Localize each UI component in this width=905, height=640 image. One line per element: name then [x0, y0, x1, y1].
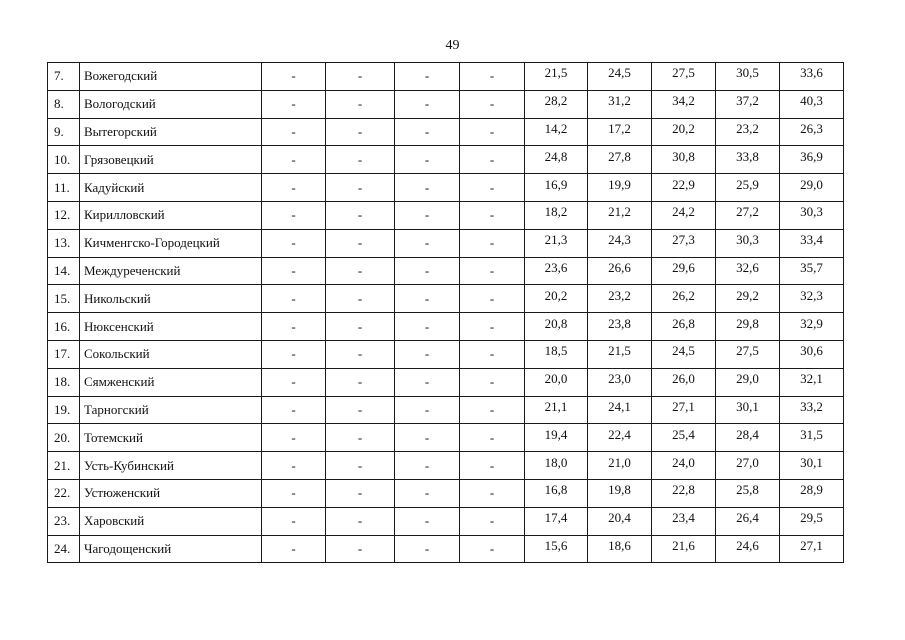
empty-value-cell: - [262, 257, 326, 285]
empty-value-cell: - [262, 174, 326, 202]
value-cell: 20,4 [588, 507, 652, 535]
value-cell: 26,2 [652, 285, 716, 313]
empty-value-cell: - [262, 452, 326, 480]
empty-value-cell: - [395, 146, 460, 174]
empty-value-cell: - [262, 313, 326, 341]
table-row [48, 479, 844, 507]
empty-value-cell: - [395, 340, 460, 368]
empty-value-cell: - [460, 229, 525, 257]
value-cell: 25,9 [716, 174, 780, 202]
value-cell: 18,5 [525, 340, 588, 368]
value-cell: 25,4 [652, 424, 716, 452]
district-name: Сямженский [80, 368, 262, 396]
empty-value-cell: - [326, 90, 395, 118]
value-cell: 28,2 [525, 90, 588, 118]
row-number: 22. [48, 479, 80, 507]
value-cell: 27,3 [652, 229, 716, 257]
empty-value-cell: - [460, 118, 525, 146]
value-cell: 27,8 [588, 146, 652, 174]
empty-value-cell: - [460, 146, 525, 174]
value-cell: 32,3 [780, 285, 844, 313]
table-row [48, 118, 844, 146]
value-cell: 17,4 [525, 507, 588, 535]
district-name: Никольский [80, 285, 262, 313]
value-cell: 21,6 [652, 535, 716, 563]
value-cell: 24,6 [716, 535, 780, 563]
row-number: 15. [48, 285, 80, 313]
value-cell: 31,5 [780, 424, 844, 452]
value-cell: 37,2 [716, 90, 780, 118]
district-name: Кадуйский [80, 174, 262, 202]
value-cell: 18,2 [525, 201, 588, 229]
empty-value-cell: - [395, 479, 460, 507]
table-row [48, 229, 844, 257]
empty-value-cell: - [326, 285, 395, 313]
value-cell: 19,8 [588, 479, 652, 507]
table-row [48, 340, 844, 368]
empty-value-cell: - [262, 396, 326, 424]
empty-value-cell: - [262, 118, 326, 146]
value-cell: 27,5 [716, 340, 780, 368]
empty-value-cell: - [326, 424, 395, 452]
value-cell: 21,5 [525, 63, 588, 91]
value-cell: 28,4 [716, 424, 780, 452]
empty-value-cell: - [460, 368, 525, 396]
empty-value-cell: - [460, 63, 525, 91]
district-name: Усть-Кубинский [80, 452, 262, 480]
row-number: 24. [48, 535, 80, 563]
empty-value-cell: - [262, 63, 326, 91]
district-name: Вологодский [80, 90, 262, 118]
value-cell: 31,2 [588, 90, 652, 118]
value-cell: 26,3 [780, 118, 844, 146]
empty-value-cell: - [460, 201, 525, 229]
table-row [48, 452, 844, 480]
value-cell: 33,2 [780, 396, 844, 424]
value-cell: 35,7 [780, 257, 844, 285]
empty-value-cell: - [460, 313, 525, 341]
district-name: Устюженский [80, 479, 262, 507]
empty-value-cell: - [326, 146, 395, 174]
table-row [48, 201, 844, 229]
empty-value-cell: - [395, 201, 460, 229]
value-cell: 29,0 [780, 174, 844, 202]
row-number: 13. [48, 229, 80, 257]
district-name: Тарногский [80, 396, 262, 424]
empty-value-cell: - [262, 201, 326, 229]
empty-value-cell: - [326, 452, 395, 480]
value-cell: 22,9 [652, 174, 716, 202]
empty-value-cell: - [395, 313, 460, 341]
row-number: 10. [48, 146, 80, 174]
empty-value-cell: - [395, 452, 460, 480]
value-cell: 24,0 [652, 452, 716, 480]
table-row [48, 146, 844, 174]
empty-value-cell: - [395, 396, 460, 424]
empty-value-cell: - [460, 396, 525, 424]
value-cell: 33,6 [780, 63, 844, 91]
value-cell: 24,1 [588, 396, 652, 424]
row-number: 7. [48, 63, 80, 91]
row-number: 12. [48, 201, 80, 229]
value-cell: 33,8 [716, 146, 780, 174]
district-name: Кичменгско-Городецкий [80, 229, 262, 257]
value-cell: 36,9 [780, 146, 844, 174]
empty-value-cell: - [262, 340, 326, 368]
empty-value-cell: - [326, 396, 395, 424]
value-cell: 27,1 [780, 535, 844, 563]
empty-value-cell: - [395, 90, 460, 118]
value-cell: 23,6 [525, 257, 588, 285]
empty-value-cell: - [395, 285, 460, 313]
row-number: 11. [48, 174, 80, 202]
value-cell: 32,1 [780, 368, 844, 396]
value-cell: 19,9 [588, 174, 652, 202]
empty-value-cell: - [395, 424, 460, 452]
table-row [48, 313, 844, 341]
table-body [48, 63, 844, 563]
value-cell: 23,2 [716, 118, 780, 146]
value-cell: 24,5 [588, 63, 652, 91]
value-cell: 21,0 [588, 452, 652, 480]
value-cell: 25,8 [716, 479, 780, 507]
value-cell: 24,5 [652, 340, 716, 368]
row-number: 8. [48, 90, 80, 118]
value-cell: 24,8 [525, 146, 588, 174]
value-cell: 33,4 [780, 229, 844, 257]
value-cell: 28,9 [780, 479, 844, 507]
district-name: Вытегорский [80, 118, 262, 146]
value-cell: 32,6 [716, 257, 780, 285]
row-number: 17. [48, 340, 80, 368]
value-cell: 30,1 [780, 452, 844, 480]
value-cell: 21,5 [588, 340, 652, 368]
value-cell: 29,2 [716, 285, 780, 313]
district-name: Междуреченский [80, 257, 262, 285]
value-cell: 23,2 [588, 285, 652, 313]
value-cell: 21,3 [525, 229, 588, 257]
row-number: 21. [48, 452, 80, 480]
row-number: 9. [48, 118, 80, 146]
empty-value-cell: - [262, 368, 326, 396]
table-row [48, 396, 844, 424]
empty-value-cell: - [395, 507, 460, 535]
table-row [48, 257, 844, 285]
value-cell: 32,9 [780, 313, 844, 341]
value-cell: 16,8 [525, 479, 588, 507]
value-cell: 16,9 [525, 174, 588, 202]
row-number: 18. [48, 368, 80, 396]
district-name: Тотемский [80, 424, 262, 452]
value-cell: 30,1 [716, 396, 780, 424]
empty-value-cell: - [395, 174, 460, 202]
value-cell: 23,4 [652, 507, 716, 535]
table-row [48, 368, 844, 396]
empty-value-cell: - [326, 201, 395, 229]
district-name: Вожегодский [80, 63, 262, 91]
empty-value-cell: - [460, 174, 525, 202]
value-cell: 29,6 [652, 257, 716, 285]
value-cell: 30,3 [716, 229, 780, 257]
empty-value-cell: - [262, 285, 326, 313]
value-cell: 27,5 [652, 63, 716, 91]
empty-value-cell: - [326, 479, 395, 507]
empty-value-cell: - [460, 424, 525, 452]
value-cell: 20,2 [525, 285, 588, 313]
row-number: 20. [48, 424, 80, 452]
district-name: Харовский [80, 507, 262, 535]
table-row [48, 285, 844, 313]
empty-value-cell: - [395, 257, 460, 285]
value-cell: 30,8 [652, 146, 716, 174]
table-row [48, 507, 844, 535]
empty-value-cell: - [460, 507, 525, 535]
district-name: Сокольский [80, 340, 262, 368]
value-cell: 17,2 [588, 118, 652, 146]
value-cell: 30,3 [780, 201, 844, 229]
value-cell: 20,0 [525, 368, 588, 396]
empty-value-cell: - [395, 118, 460, 146]
value-cell: 20,2 [652, 118, 716, 146]
table-row [48, 535, 844, 563]
value-cell: 26,0 [652, 368, 716, 396]
empty-value-cell: - [326, 340, 395, 368]
empty-value-cell: - [262, 479, 326, 507]
empty-value-cell: - [262, 424, 326, 452]
table-row [48, 424, 844, 452]
empty-value-cell: - [395, 535, 460, 563]
value-cell: 27,1 [652, 396, 716, 424]
empty-value-cell: - [460, 257, 525, 285]
district-values-table [47, 62, 844, 563]
empty-value-cell: - [460, 479, 525, 507]
value-cell: 26,4 [716, 507, 780, 535]
empty-value-cell: - [262, 507, 326, 535]
empty-value-cell: - [460, 452, 525, 480]
empty-value-cell: - [326, 535, 395, 563]
value-cell: 18,0 [525, 452, 588, 480]
value-cell: 29,8 [716, 313, 780, 341]
empty-value-cell: - [326, 257, 395, 285]
value-cell: 30,6 [780, 340, 844, 368]
empty-value-cell: - [326, 313, 395, 341]
empty-value-cell: - [326, 118, 395, 146]
empty-value-cell: - [326, 368, 395, 396]
value-cell: 22,4 [588, 424, 652, 452]
value-cell: 34,2 [652, 90, 716, 118]
empty-value-cell: - [460, 90, 525, 118]
value-cell: 23,8 [588, 313, 652, 341]
value-cell: 30,5 [716, 63, 780, 91]
value-cell: 21,2 [588, 201, 652, 229]
value-cell: 15,6 [525, 535, 588, 563]
district-name: Нюксенский [80, 313, 262, 341]
table-row [48, 90, 844, 118]
empty-value-cell: - [460, 535, 525, 563]
page-number: 49 [445, 38, 460, 53]
value-cell: 40,3 [780, 90, 844, 118]
value-cell: 21,1 [525, 396, 588, 424]
empty-value-cell: - [326, 174, 395, 202]
empty-value-cell: - [395, 368, 460, 396]
value-cell: 26,6 [588, 257, 652, 285]
value-cell: 23,0 [588, 368, 652, 396]
value-cell: 19,4 [525, 424, 588, 452]
value-cell: 29,0 [716, 368, 780, 396]
row-number: 14. [48, 257, 80, 285]
district-name: Грязовецкий [80, 146, 262, 174]
row-number: 23. [48, 507, 80, 535]
empty-value-cell: - [262, 229, 326, 257]
table-row [48, 174, 844, 202]
empty-value-cell: - [326, 507, 395, 535]
value-cell: 18,6 [588, 535, 652, 563]
value-cell: 24,2 [652, 201, 716, 229]
empty-value-cell: - [460, 285, 525, 313]
row-number: 16. [48, 313, 80, 341]
value-cell: 14,2 [525, 118, 588, 146]
empty-value-cell: - [460, 340, 525, 368]
empty-value-cell: - [262, 90, 326, 118]
value-cell: 27,0 [716, 452, 780, 480]
district-name: Кирилловский [80, 201, 262, 229]
empty-value-cell: - [395, 63, 460, 91]
value-cell: 22,8 [652, 479, 716, 507]
value-cell: 27,2 [716, 201, 780, 229]
value-cell: 29,5 [780, 507, 844, 535]
row-number: 19. [48, 396, 80, 424]
empty-value-cell: - [395, 229, 460, 257]
empty-value-cell: - [326, 63, 395, 91]
district-name: Чагодощенский [80, 535, 262, 563]
value-cell: 20,8 [525, 313, 588, 341]
table-row [48, 63, 844, 91]
empty-value-cell: - [326, 229, 395, 257]
empty-value-cell: - [262, 146, 326, 174]
value-cell: 24,3 [588, 229, 652, 257]
value-cell: 26,8 [652, 313, 716, 341]
empty-value-cell: - [262, 535, 326, 563]
